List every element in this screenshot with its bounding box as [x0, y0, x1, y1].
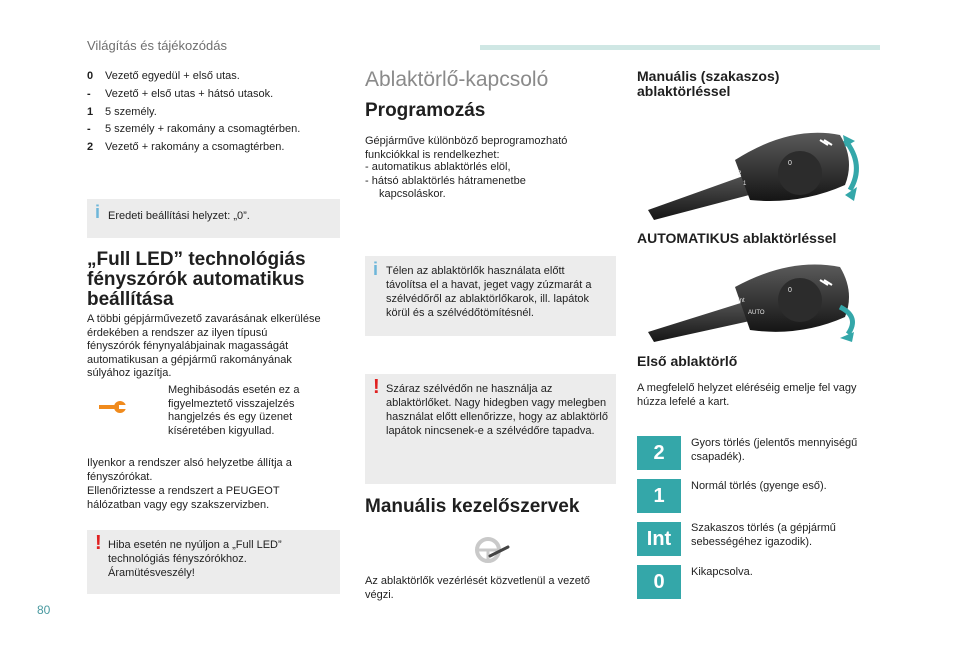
heading-manual: Manuális kezelőszervek: [365, 496, 580, 517]
position-item: 0 Vezető egyedül + első utas.: [87, 70, 240, 82]
position-item: 2 Vezető + rakomány a csomagtérben.: [87, 141, 285, 153]
stalk-mark: Int: [738, 298, 745, 304]
warning-icon: !: [373, 376, 380, 398]
heading-front-wiper: Első ablaktörlő: [637, 353, 738, 369]
wrench-warning-icon: [95, 394, 127, 420]
position-badge-int: Int: [637, 522, 681, 556]
info-note-winter: [365, 256, 616, 336]
info-note: [87, 199, 340, 238]
programming-list: [365, 161, 565, 202]
list-item: - hátsó ablaktörlés hátramenetbe kapcsoláskor.: [365, 174, 526, 200]
stalk-mark: 2: [738, 171, 742, 177]
position-badge-2: 2: [637, 436, 681, 470]
para-led: A többi gépjárművezető zavarásának elkerülése érdekében a rendszer az ilyen típusú fényszórók fénynyalábjainak magasságát automatikusan a gépjármű rakományának súlyához igazítja.: [87, 313, 321, 379]
section-title: Világítás és tájékozódás: [87, 38, 227, 53]
position-desc: Szakaszos törlés (a gépjármű sebességéhez igazodik).: [691, 522, 836, 548]
position-item: 1 5 személy.: [87, 106, 157, 118]
position-item: - 5 személy + rakomány a csomagtérben.: [87, 123, 301, 135]
warning-note-text: Hiba esetén ne nyúljon a „Full LED” technológiás fényszórókhoz. Áramütésveszély!: [108, 539, 282, 579]
stalk-mark: AUTO: [748, 310, 765, 316]
para-front-wiper: A megfelelő helyzet eléréséig emelje fel vagy húzza lefelé a kart.: [637, 382, 857, 408]
page-title: Ablaktörlő-kapcsoló: [365, 68, 549, 91]
fault-text: Meghibásodás esetén ez a figyelmeztető visszajelzés hangjelzés és egy üzenet kíséretében kigyullad.: [168, 384, 300, 437]
stalk-mark: 1: [743, 181, 747, 187]
warning-note-dry: [365, 374, 616, 484]
para-programming: Gépjárműve különböző beprogramozható funkciókkal is rendelkezhet:: [365, 135, 568, 161]
info-note-text: Eredeti beállítási helyzet: „0”.: [108, 210, 250, 222]
position-desc: Kikapcsolva.: [691, 566, 753, 578]
list-item: - automatikus ablaktörlés elöl,: [365, 161, 511, 173]
stalk-mark: 0: [788, 160, 792, 167]
para-manual: Az ablaktörlők vezérlését közvetlenül a vezető végzi.: [365, 575, 591, 601]
warning-note-dry-text: Száraz szélvédőn ne használja az ablaktörlőket. Nagy hidegben vagy melegben használat előtt ellenőrizze, hogy az ablaktörlő lapátok nincsenek-e a szélvédőre tapadva.: [386, 383, 608, 437]
position-desc: Gyors törlés (jelentős mennyiségű csapadék).: [691, 437, 858, 463]
position-desc: Normál törlés (gyenge eső).: [691, 480, 827, 492]
info-note-winter-text: Télen az ablaktörlők használata előtt távolítsa el a havat, jeget vagy zúzmarát a szélvédőről az ablaktörlőkarok, ill. lapátok körül és a szélvédőtömítésnél.: [386, 265, 592, 319]
position-badge-1: 1: [637, 479, 681, 513]
heading-step-wipe: Manuális (szakaszos) ablaktörléssel: [637, 68, 780, 99]
heading-programming: Programozás: [365, 100, 486, 121]
para-lowest-2: Ellenőriztesse a rendszert a PEUGEOT hálózatban vagy egy szakszervizben.: [87, 485, 280, 511]
heading-led: „Full LED” technológiás fényszórók automatikus beállítása: [87, 249, 306, 310]
info-icon: i: [95, 202, 101, 222]
para-lowest-1: Ilyenkor a rendszer alsó helyzetbe állítja a fényszórókat.: [87, 457, 292, 483]
warning-note: [87, 530, 340, 594]
warning-icon: !: [95, 532, 102, 554]
position-badge-0: 0: [637, 565, 681, 599]
stalk-mark: 0: [788, 287, 792, 294]
steering-wheel-icon: [470, 535, 510, 565]
info-icon: i: [373, 259, 379, 279]
position-item: - Vezető + első utas + hátsó utasok.: [87, 88, 274, 100]
heading-auto-wipe: AUTOMATIKUS ablaktörléssel: [637, 230, 837, 246]
wiper-stalk-icon: [640, 262, 870, 342]
header-bar: [480, 45, 880, 50]
page-number: 80: [37, 603, 51, 617]
wiper-stalk-icon: [640, 115, 870, 220]
